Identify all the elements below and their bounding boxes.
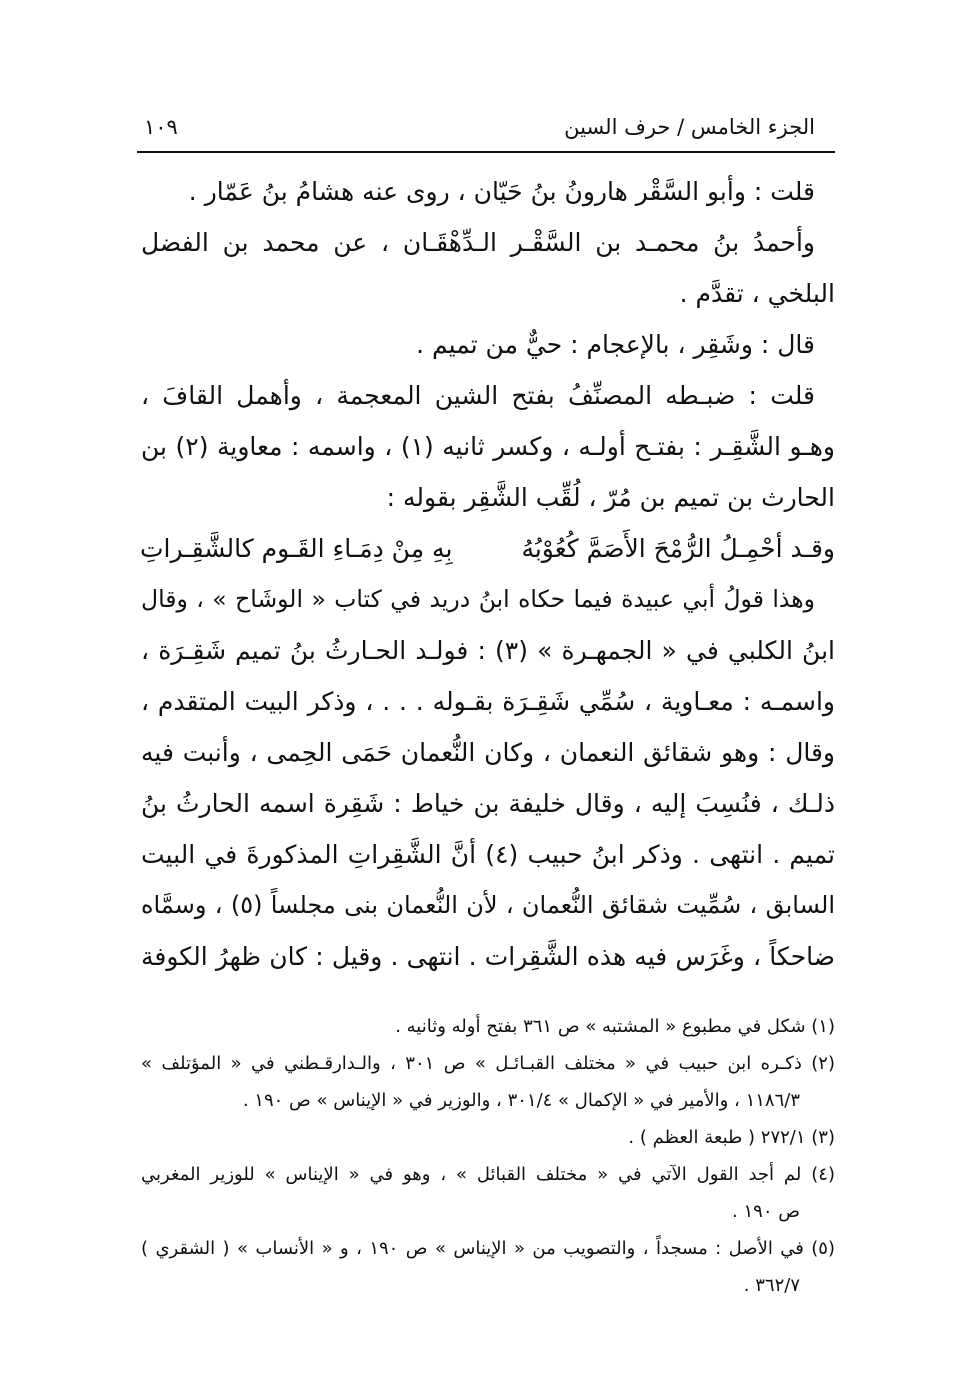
line-text: ابنُ الكلبي في « الجمهـرة » (٣) : فولـد الحـارثُ بنُ تميم شَقِـرَة ، (141, 636, 835, 665)
line-text: وهذا قولُ أبي عبيدة فيما حكاه ابنُ دريد في كتاب « الوشَاح » ، وقال (141, 585, 815, 613)
line-text: واسمـه : معـاوية ، سُمِّي شَقِـرَة بقـوله . . . ، وذكر البيت المتقدم ، (141, 687, 835, 716)
footnote-line (140, 1156, 835, 1193)
line-text: البلخي ، تقدَّم . (679, 279, 835, 308)
footnote-line (140, 1045, 835, 1082)
footnote-text: ٣٦٢/٧ . (743, 1275, 800, 1296)
footnote-text: (٤) لم أجد القول الآتي في « مختلف القبائل » ، وهو في « الإيناس » للوزير المغربي (141, 1164, 835, 1185)
text-line (140, 217, 835, 268)
line-text: وأحمدُ بنُ محمـد بن السَّقْـر الـدِّهْقَـان ، عن محمد بن الفضل (141, 228, 815, 257)
line-text: قال : وشَقِر ، بالإعجام : حيٌّ من تميم . (416, 330, 815, 359)
line-text: قلت : وأبو السَّقْر هارونُ بنُ حَيّان ، روى عنه هشامُ بنُ عَمّار . (188, 177, 815, 206)
line-text: ذلـك ، فنُسِبَ إليه ، وقال خليفة بن خياط : شَقِرة اسمه الحارثُ بنُ (141, 789, 835, 818)
text-line (140, 676, 835, 727)
text-line (140, 778, 835, 829)
text-line (140, 319, 835, 370)
text-line (140, 268, 835, 319)
footnotes (140, 1008, 835, 1304)
footnote-line (140, 1230, 835, 1267)
main-text (140, 166, 835, 982)
text-line (140, 625, 835, 676)
line-text: وهـو الشَّقِـر : بفتـح أولـه ، وكسر ثانيه (١) ، واسمه : معاوية (٢) بن (141, 432, 835, 461)
header-title: الجزء الخامس / حرف السين (564, 115, 815, 139)
footnote-text: (٢) ذكـره ابن حبيب في « مختلف القبـائـل » ص ٣٠١ ، والـدارقـطني في « المؤتلف » (141, 1053, 835, 1074)
poetry-verse (140, 523, 835, 574)
text-line (140, 472, 835, 523)
verse-second-hemistich: بِهِ مِنْ دِمَـاءِ القَـوم كالشَّقِـراتِ (140, 534, 453, 563)
footnote-text: (١) شكل في مطبوع « المشتبه » ص ٣٦١ بفتح أوله وثانيه . (395, 1016, 835, 1037)
footnote-line (140, 1008, 835, 1045)
footnote-text: (٣) ٢٧٢/١ ( طبعة العظم ) . (628, 1127, 835, 1148)
line-text: ضاحكاً ، وغَرَس فيه هذه الشَّقِرات . انتهى . وقيل : كان ظهرُ الكوفة (141, 942, 835, 971)
footnote-text: ١١٨٦/٣ ، والأمير في « الإكمال » ٣٠١/٤ ، والوزير في « الإيناس » ص ١٩٠ . (242, 1090, 800, 1111)
text-line (140, 829, 835, 880)
text-line (140, 880, 835, 931)
footnote-line (140, 1082, 835, 1119)
line-text: قلت : ضبـطه المصنِّفُ بفتح الشين المعجمة ، وأهمل القافَ ، (141, 381, 815, 410)
verse-first-hemistich: وقـد أحْمِـلُ الرُّمْحَ الأَصَمَّ كُعُوْبُهُ (521, 534, 835, 563)
footnote-line (140, 1267, 835, 1304)
running-header (140, 107, 835, 147)
text-line (140, 931, 835, 982)
text-line (140, 166, 835, 217)
footnote-text: (٥) في الأصل : مسجداً ، والتصويب من « الإيناس » ص ١٩٠ ، و « الأنساب » ( الشقري ) (141, 1238, 835, 1259)
header-rule (137, 151, 835, 153)
line-text: الحارث بن تميم بن مُرّ ، لُقِّب الشَّقِر بقوله : (386, 483, 835, 512)
text-line (140, 727, 835, 778)
text-line (140, 421, 835, 472)
page-number: ١٠٩ (144, 115, 178, 139)
text-line (140, 574, 835, 625)
footnote-text: ص ١٩٠ . (732, 1201, 800, 1222)
line-text: وقال : وهو شقائق النعمان ، وكان النُّعمان حَمَى الحِمى ، وأنبت فيه (141, 738, 835, 767)
line-text: تميم . انتهى . وذكر ابنُ حبيب (٤) أنَّ الشَّقِراتِ المذكورةَ في البيت (141, 840, 835, 869)
footnote-line (140, 1119, 835, 1156)
text-line (140, 370, 835, 421)
line-text: السابق ، سُمِّيت شقائق النُّعمان ، لأن النُّعمان بنى مجلساً (٥) ، وسمَّاه (140, 891, 835, 919)
footnote-line (140, 1193, 835, 1230)
